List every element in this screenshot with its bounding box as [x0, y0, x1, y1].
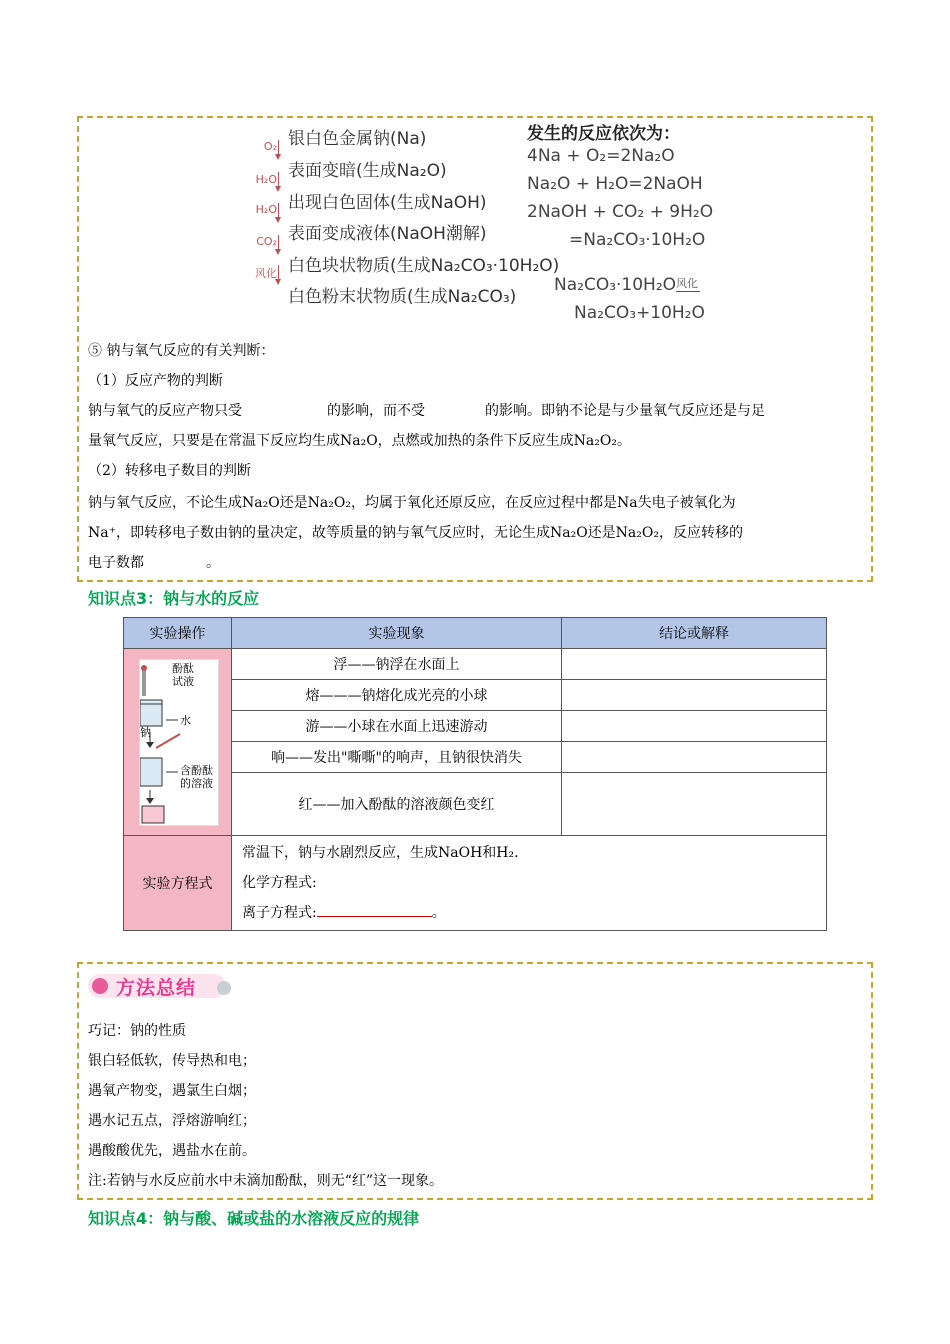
- reaction-equation: Na₂O + H₂O=2NaOH: [527, 174, 703, 194]
- conclusion-cell[interactable]: [562, 680, 827, 711]
- kp4-heading: 知识点4：钠与酸、碱或盐的水溶液反应的规律: [88, 1209, 420, 1228]
- apparatus-label: 的溶液: [180, 777, 213, 790]
- method-badge-label: 方法总结: [116, 977, 197, 999]
- down-arrow-icon: [278, 265, 279, 283]
- arrow-label: H₂O: [255, 203, 277, 216]
- text-run: 。: [431, 905, 446, 921]
- flow-step: 银白色金属钠(Na): [288, 129, 427, 149]
- phenomenon-cell: 红——加入酚酞的溶液颜色变红: [232, 773, 562, 836]
- phenomenon-cell: 游——小球在水面上迅速游动: [232, 711, 562, 742]
- text-run: 的影响，而不受: [327, 403, 425, 419]
- equation-line: 化学方程式:: [242, 875, 317, 891]
- down-arrow-icon: [278, 203, 279, 221]
- flow-step: 表面变成液体(NaOH潮解): [288, 224, 487, 244]
- method-note: 注:若钠与水反应前水中未滴加酚酞，则无“红”这一现象。: [88, 1173, 444, 1189]
- text-run: 钠与氧气的反应产物只受: [88, 403, 242, 419]
- text-run: 的影响。即钠不论是与少量氧气反应还是与足: [485, 403, 765, 419]
- arrow-label: O₂: [263, 140, 277, 153]
- method-line: 巧记：钠的性质: [88, 1023, 186, 1039]
- weathering-product: Na₂CO₃+10H₂O: [574, 303, 705, 323]
- conclusion-cell[interactable]: [562, 649, 827, 680]
- paragraph-line: 钠与氧气反应，不论生成Na₂O还是Na₂O₂，均属于氧化还原反应，在反应过程中都是Na失电子被氧化为: [88, 495, 736, 511]
- phenomenon-cell: 响——发出"嘶嘶"的响声，且钠很快消失: [232, 742, 562, 773]
- reaction-equation: 4Na + O₂=2Na₂O: [527, 146, 675, 166]
- equation-cell: [232, 836, 827, 931]
- weathering-label: 风化: [676, 277, 698, 290]
- method-line: 遇酸酸优先，遇盐水在前。: [88, 1143, 256, 1159]
- equation-line: [242, 898, 826, 928]
- reaction-equation: 2NaOH + CO₂ + 9H₂O: [527, 202, 714, 222]
- table-header: 实验现象: [232, 618, 562, 649]
- answer-blank[interactable]: [317, 904, 432, 917]
- section-title: ⑤ 钠与氧气反应的有关判断：: [88, 343, 275, 359]
- arrow-label: CO₂: [256, 235, 277, 248]
- apparatus-label: 含酚酞: [180, 764, 213, 777]
- conclusion-cell[interactable]: [562, 711, 827, 742]
- flow-step: 出现白色固体(生成NaOH): [288, 193, 487, 213]
- paragraph-line: 量氧气反应，只要是在常温下反应均生成Na₂O，点燃或加热的条件下反应生成Na₂O₂。: [88, 433, 631, 449]
- method-line: 遇水记五点，浮熔游响红；: [88, 1113, 256, 1129]
- reaction-equation: =Na₂CO₃·10H₂O: [569, 230, 706, 250]
- kp3-heading: 知识点3：钠与水的反应: [88, 589, 260, 608]
- down-arrow-icon: [278, 140, 279, 158]
- paragraph-line: Na⁺，即转移电子数由钠的量决定，故等质量的钠与氧气反应时，无论生成Na₂O还是Na₂O₂，反应转移的: [88, 525, 743, 541]
- arrow-label: 风化: [255, 267, 277, 280]
- flow-step: 白色块状物质(生成Na₂CO₃·10H₂O): [288, 256, 560, 276]
- arrow-label: H₂O: [255, 173, 277, 186]
- subsection-title: （2）转移电子数目的判断: [88, 463, 251, 479]
- method-line: 遇氧产物变，遇氯生白烟；: [88, 1083, 256, 1099]
- equation-label-cell: 实验方程式: [124, 836, 232, 931]
- apparatus-cell: [124, 649, 232, 836]
- equation-line: 常温下，钠与水剧烈反应，生成NaOH和H₂.: [242, 845, 519, 861]
- apparatus-label: 酚酞: [172, 662, 194, 675]
- text-run: 离子方程式:: [242, 905, 317, 921]
- subsection-title: （1）反应产物的判断: [88, 373, 223, 389]
- text-run: 电子数都: [88, 555, 144, 571]
- text-run: 。: [206, 555, 220, 571]
- method-line: 银白轻低软，传导热和电；: [88, 1053, 256, 1069]
- method-badge: [86, 968, 236, 1002]
- flow-step: 表面变暗(生成Na₂O): [288, 161, 447, 181]
- experiment-table: [123, 617, 827, 931]
- flow-step: 白色粉末状物质(生成Na₂CO₃): [288, 287, 517, 307]
- table-header: 结论或解释: [562, 618, 827, 649]
- conclusion-cell[interactable]: [562, 773, 827, 836]
- weathering-reactant: Na₂CO₃·10H₂O: [554, 275, 677, 295]
- apparatus-label: 钠: [140, 726, 151, 739]
- paragraph-line: [88, 400, 765, 420]
- phenomenon-cell: 熔———钠熔化成光亮的小球: [232, 680, 562, 711]
- phenomenon-cell: 浮——钠浮在水面上: [232, 649, 562, 680]
- paragraph-line: [88, 552, 220, 572]
- weathering-arrow-icon: [676, 291, 700, 292]
- apparatus-label: 试液: [172, 675, 194, 688]
- conclusion-cell[interactable]: [562, 742, 827, 773]
- reactions-title: 发生的反应依次为：: [527, 124, 680, 144]
- table-header: 实验操作: [124, 618, 232, 649]
- apparatus-label: 水: [180, 714, 191, 727]
- down-arrow-icon: [278, 172, 279, 190]
- apparatus-illustration: [139, 659, 219, 826]
- down-arrow-icon: [278, 235, 279, 253]
